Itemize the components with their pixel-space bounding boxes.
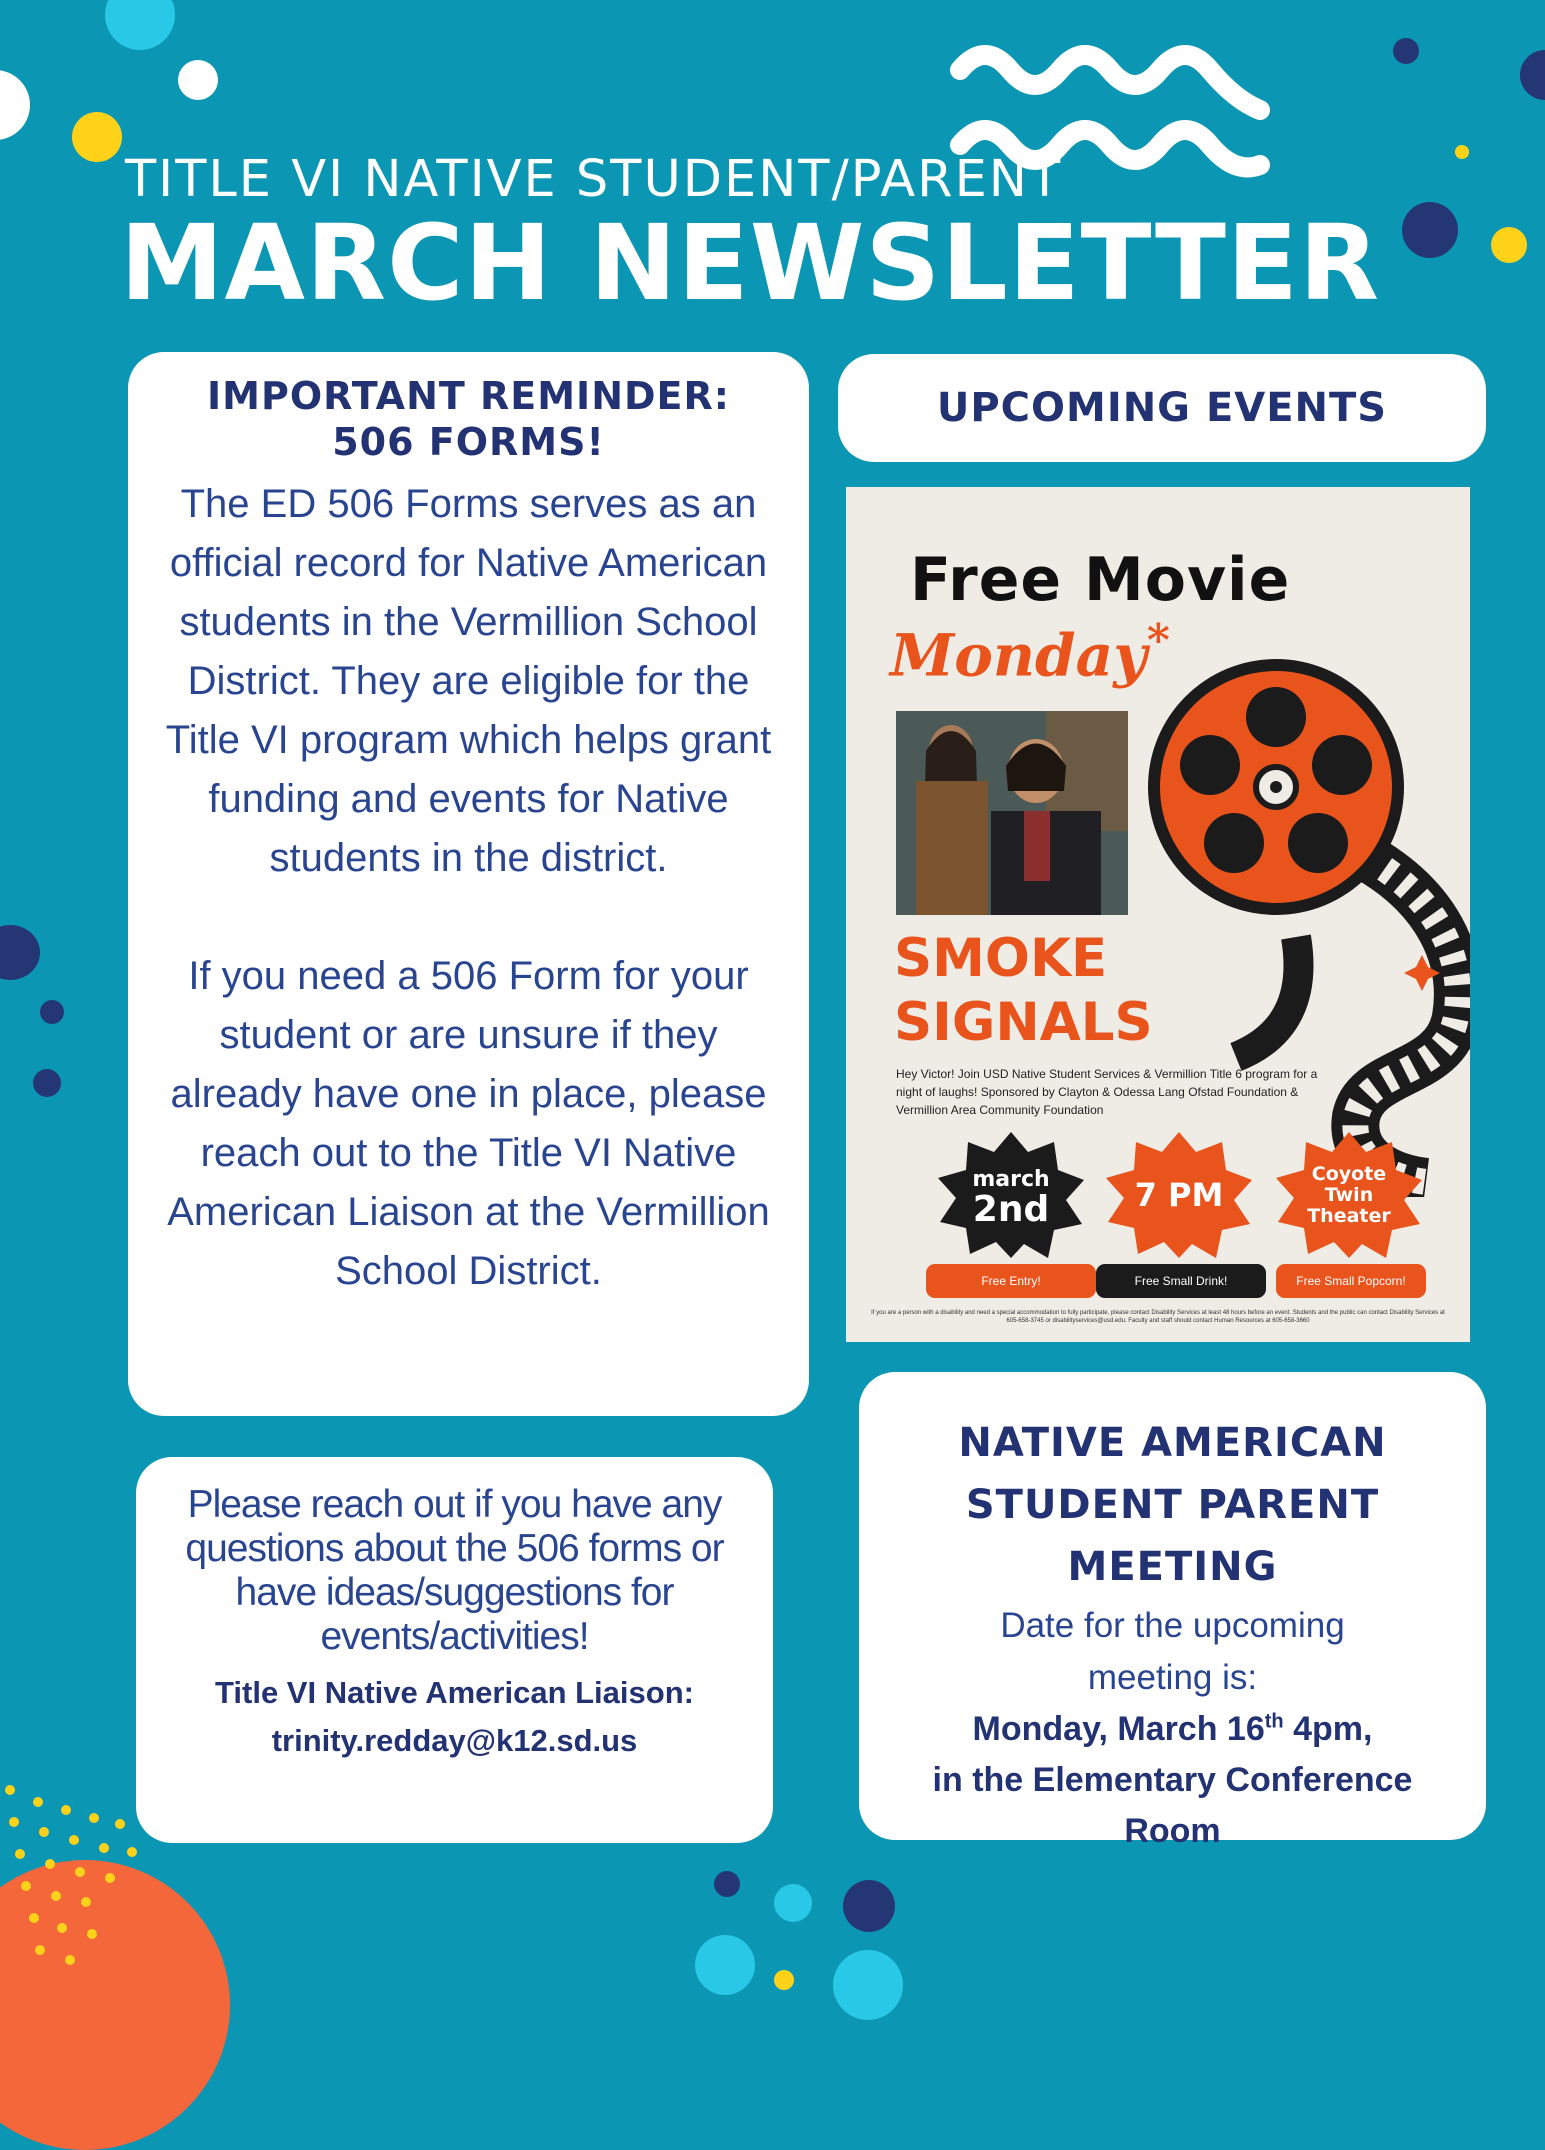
meeting-heading (879, 1412, 1466, 1598)
contact-card (136, 1457, 773, 1843)
decor-dot (1402, 202, 1458, 258)
meeting-intro-line1: Date for the upcoming (1000, 1606, 1345, 1645)
venue-line1: Coyote (1311, 1162, 1387, 1185)
reminder-heading (158, 374, 779, 465)
reminder-paragraph: If you need a 506 Form for your student or are unsure if they already have one in place, please reach out to the Title VI Native American Liaison at the Vermillion School District. (167, 954, 770, 1294)
time-badge (1104, 1130, 1254, 1260)
meeting-date-suffix: th (1264, 1710, 1284, 1733)
pill-free-drink: Free Small Drink! (1096, 1264, 1266, 1298)
decor-dot (714, 1871, 740, 1897)
decor-dot (178, 60, 218, 100)
date-badge (936, 1130, 1086, 1260)
newsletter-title: MARCH NEWSLETTER (120, 202, 1381, 324)
decor-dot (1393, 38, 1419, 64)
venue-line3: Theater (1307, 1204, 1391, 1227)
reminder-card (128, 352, 809, 1416)
decor-dot (774, 1884, 812, 1922)
poster-fine-print: If you are a person with a disability and need a special accommodation to fully participate, please contact Disability Services at least 48 hours before an event. Students and the public can contact Disability Services at 605-658-3745 or disabilityservices@usd.edu. Faculty and staff should contact Human Resources at 605-658-3660 (871, 1310, 1445, 1324)
meeting-card (859, 1372, 1486, 1850)
meeting-date (879, 1704, 1466, 1857)
decor-dot (695, 1935, 755, 1995)
movie-description: Hey Victor! Join USD Native Student Services & Vermillion Title 6 program for a night of laughs! Sponsored by Clayton & Odessa Lang Ofstad Foundation & Vermillion Area Community Foundation (896, 1067, 1318, 1117)
date-badge-month: march (972, 1167, 1050, 1192)
meeting-location-line1: in the Elementary Conference (932, 1761, 1413, 1799)
movie-title-line2: SIGNALS (894, 992, 1153, 1053)
decor-dot (33, 1069, 61, 1097)
movie-poster (846, 487, 1470, 1342)
liaison-email[interactable]: trinity.redday@k12.sd.us (271, 1723, 638, 1758)
decor-dot (1455, 145, 1469, 159)
reminder-heading-line2: 506 FORMS! (332, 419, 605, 464)
decor-dot (40, 1000, 64, 1024)
poster-monday (890, 615, 1170, 689)
decor-dot (774, 1970, 794, 1990)
pill-free-entry: Free Entry! (926, 1264, 1096, 1298)
poster-title: Free Movie (910, 545, 1291, 615)
decor-dot (0, 70, 30, 140)
meeting-intro (879, 1600, 1466, 1704)
meeting-intro-line2: meeting is: (1087, 1658, 1258, 1697)
movie-title-line1: SMOKE (894, 928, 1108, 989)
newsletter-subtitle: TITLE VI NATIVE STUDENT/PARENT (125, 150, 1063, 209)
movie-still-photo (896, 711, 1128, 915)
meeting-date-text: Monday, March 16 (972, 1710, 1265, 1748)
reminder-paragraph: The ED 506 Forms serves as an official record for Native American students in the Vermillion School District. They are eligible for the Title VI program which helps grant funding and events for Native students in the district. (165, 482, 772, 881)
pill-free-popcorn: Free Small Popcorn! (1276, 1264, 1426, 1298)
decor-dot (1520, 50, 1545, 100)
decor-dot (72, 112, 122, 162)
decor-dot (105, 0, 175, 50)
meeting-heading-line2: STUDENT PARENT (965, 1482, 1380, 1528)
venue-line2: Twin (1324, 1183, 1374, 1206)
movie-title (894, 927, 1153, 1055)
reminder-heading-line1: IMPORTANT REMINDER: (207, 374, 730, 418)
decor-dot (843, 1880, 895, 1932)
upcoming-events-card (838, 354, 1486, 462)
upcoming-events-heading: UPCOMING EVENTS (936, 385, 1388, 431)
date-badge-day: 2nd (972, 1189, 1050, 1230)
decor-dot (1491, 227, 1527, 263)
meeting-location-line2: Room (1124, 1812, 1221, 1850)
time-badge-text: 7 PM (1134, 1176, 1224, 1214)
decor-dot (833, 1950, 903, 2020)
poster-asterisk: * (1146, 615, 1170, 666)
decor-dot (0, 925, 40, 980)
liaison-label: Title VI Native American Liaison: (215, 1675, 694, 1710)
movie-still-figures (896, 711, 1128, 915)
meeting-heading-line3: MEETING (1067, 1544, 1278, 1590)
poster-monday-text: Monday (890, 621, 1147, 690)
meeting-heading-line1: NATIVE AMERICAN (958, 1420, 1387, 1466)
liaison-info (160, 1669, 749, 1765)
venue-badge (1274, 1130, 1424, 1260)
contact-message: Please reach out if you have any questions about the 506 forms or have ideas/suggestions for events/activities! (185, 1483, 724, 1658)
meeting-time: 4pm, (1283, 1710, 1373, 1748)
